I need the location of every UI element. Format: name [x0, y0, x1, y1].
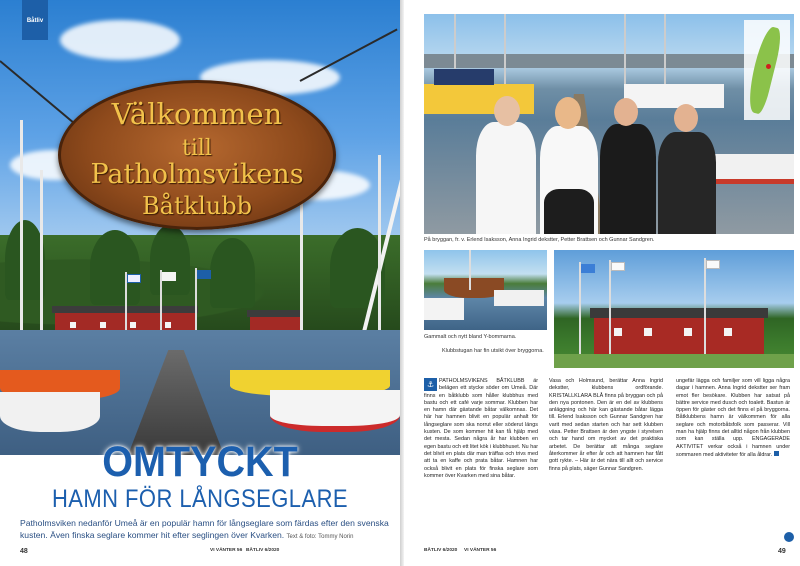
- article-column-3: [676, 378, 790, 459]
- welcome-sign: [58, 80, 336, 230]
- column-2-text: Vasa och Holmsund, berättar Anna Ingrid dekstter, klubbens ordförande. KRISTALLKLARA BLÅ finns på bryggan och på den nya pontonen. Den är en del av klubbens anläggning och här kan gästande båtar lägga till. Erlend Isaksson och Gunnar Sandgren har varit med sedan starten och har sett klubben växa. Petter Brattsen är den yngste i styrelsen och tar hand om mycket av det praktiska arbetet. De berättar att många seglare återkommer år efter år och att hamnen har fått gott rykte. – Här är det nära till allt och service finns på plats, säger Gunnar Sandgren.: [549, 378, 663, 472]
- column-3-text: ungefär lägga och familjer som vill ligga några dagar i hamnen. Anna Ingrid dekstter ser fram emot fler besökare. Klubben har satsat på bättre service med dusch och toalett. Bastun är öppen för gäster och det finns el på bryggorna. Båtklubbens hamn är välkommen för alla seglare och motorbåtsfolk som passerar. Vill man ha hjälp finns det alltid någon från klubben som kan ställa upp. ENGAGERADE AKTIVITET verkar också i hamnen under sommaren med aktiviteter för alla åldrar.: [676, 378, 790, 458]
- sign-line-3: Patholmsvikens: [90, 159, 304, 190]
- caption-small: Gammalt och nytt bland Y-bommarna.: [424, 334, 517, 340]
- caption-club: Klubbstugan har fin utsikt över bryggorna.: [442, 348, 544, 354]
- article-column-2: [549, 378, 663, 473]
- headline-title: OMTYCKT: [102, 438, 298, 486]
- next-arrow-icon: [784, 532, 794, 542]
- footer-issue-left: BÅTLIV 6/2020: [246, 548, 280, 553]
- sweden-map-inset: [744, 20, 790, 120]
- page-number-left: 48: [20, 548, 28, 555]
- article-column-1: [424, 378, 538, 480]
- footer-magazine-left: VI VÄNTER 56: [210, 548, 243, 553]
- sign-line-2: till: [182, 136, 212, 161]
- column-1-text: PATHOLMSVIKENS BÅTKLUBB är belägen ett stycke söder om Umeå. Där finns en båtklubb som håller klubbhus med bastu och ett café varje sommar. Klubben har en hamn där gästande båtar välkomnas. Det här har hamnen blivit en populär anhalt för långseglare som ska norrut eller söderut längs kusten. De som kommer hit kan få hjälp med det mesta. Sedan några år har klubben en egen bastu och ett litet kök i klubbhuset. Nu har det blivit en plats där man träffas och trivs med att ta en kaffe och prata båtar. Hamnen har också blivit en plats för finska seglare som kommer över Kvarken med sina båtar.: [424, 378, 538, 479]
- club-logo-icon: ⚓: [424, 378, 437, 391]
- caption-main: På bryggan, fr. v. Erlend Isaksson, Anna Ingrid dekstter, Petter Brattsen och Gunnar Sandgren.: [424, 237, 655, 243]
- lead-text: Patholmsviken nedanför Umeå är en populär hamn för långseglare som färdas efter den svenska kusten. Även finska seglare kommer hit efter seglingen över Kvarken.: [20, 518, 389, 540]
- boats-photo: [424, 250, 547, 330]
- sweden-map-shape: [744, 25, 785, 115]
- main-photo: [424, 14, 794, 234]
- sign-line-4: Båtklubb: [142, 192, 252, 220]
- right-page: [404, 0, 800, 566]
- sign-line-1: Välkommen: [111, 97, 283, 131]
- location-marker-icon: [766, 64, 771, 69]
- footer-magazine-right: BÅTLIV 6/2020: [424, 548, 458, 553]
- footer-issue-right: VI VÄNTER 56: [464, 548, 497, 553]
- end-mark-icon: [774, 451, 779, 456]
- page-number-right: 49: [778, 548, 786, 555]
- clubhouse-photo: [554, 250, 794, 368]
- headline-subtitle: HAMN FÖR LÅNGSEGLARE: [51, 485, 349, 513]
- lead-paragraph: [20, 517, 390, 543]
- photo-credit: Text & foto: Tommy Norin: [286, 534, 354, 540]
- section-tab: Båtliv: [22, 0, 48, 40]
